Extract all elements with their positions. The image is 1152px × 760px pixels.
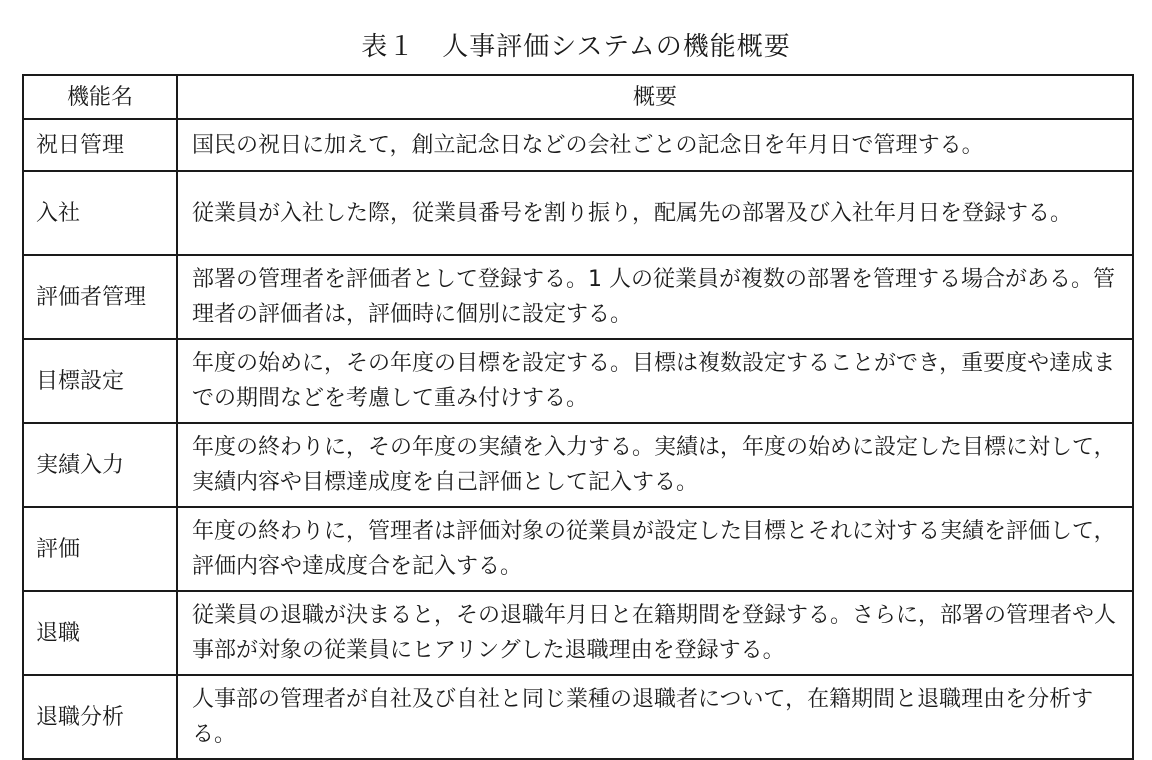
- table-row: [23, 423, 1133, 507]
- function-summary-cell: 部署の管理者を評価者として登録する。1 人の従業員が複数の部署を管理する場合がある。管理者の評価者は，評価時に個別に設定する。: [177, 255, 1133, 339]
- function-summary-cell: 従業員が入社した際，従業員番号を割り振り，配属先の部署及び入社年月日を登録する。: [177, 171, 1133, 255]
- function-summary-cell: 年度の終わりに，管理者は評価対象の従業員が設定した目標とそれに対する実績を評価して，評価内容や達成度合を記入する。: [177, 507, 1133, 591]
- table-row: [23, 255, 1133, 339]
- function-summary-cell: 国民の祝日に加えて，創立記念日などの会社ごとの記念日を年月日で管理する。: [177, 119, 1133, 171]
- function-name-cell: 退職分析: [23, 675, 177, 759]
- function-name-cell: 評価: [23, 507, 177, 591]
- function-name-cell: 実績入力: [23, 423, 177, 507]
- function-name-cell: 目標設定: [23, 339, 177, 423]
- table-row: [23, 171, 1133, 255]
- function-name-cell: 祝日管理: [23, 119, 177, 171]
- column-header-summary: 概要: [177, 75, 1133, 119]
- function-summary-cell: 人事部の管理者が自社及び自社と同じ業種の退職者について，在籍期間と退職理由を分析する。: [177, 675, 1133, 759]
- table-row: [23, 339, 1133, 423]
- table-row: [23, 507, 1133, 591]
- function-summary-table: [22, 74, 1134, 760]
- table-row: [23, 591, 1133, 675]
- table-header-row: [23, 75, 1133, 119]
- column-header-function-name: 機能名: [23, 75, 177, 119]
- table-row: [23, 675, 1133, 759]
- table-row: [23, 119, 1133, 171]
- function-name-cell: 入社: [23, 171, 177, 255]
- function-summary-cell: 年度の終わりに，その年度の実績を入力する。実績は，年度の始めに設定した目標に対して，実績内容や目標達成度を自己評価として記入する。: [177, 423, 1133, 507]
- function-summary-cell: 年度の始めに，その年度の目標を設定する。目標は複数設定することができ，重要度や達成までの期間などを考慮して重み付けする。: [177, 339, 1133, 423]
- function-name-cell: 退職: [23, 591, 177, 675]
- function-name-cell: 評価者管理: [23, 255, 177, 339]
- function-summary-cell: 従業員の退職が決まると，その退職年月日と在籍期間を登録する。さらに，部署の管理者や人事部が対象の従業員にヒアリングした退職理由を登録する。: [177, 591, 1133, 675]
- table-caption: 表１ 人事評価システムの機能概要: [361, 32, 791, 62]
